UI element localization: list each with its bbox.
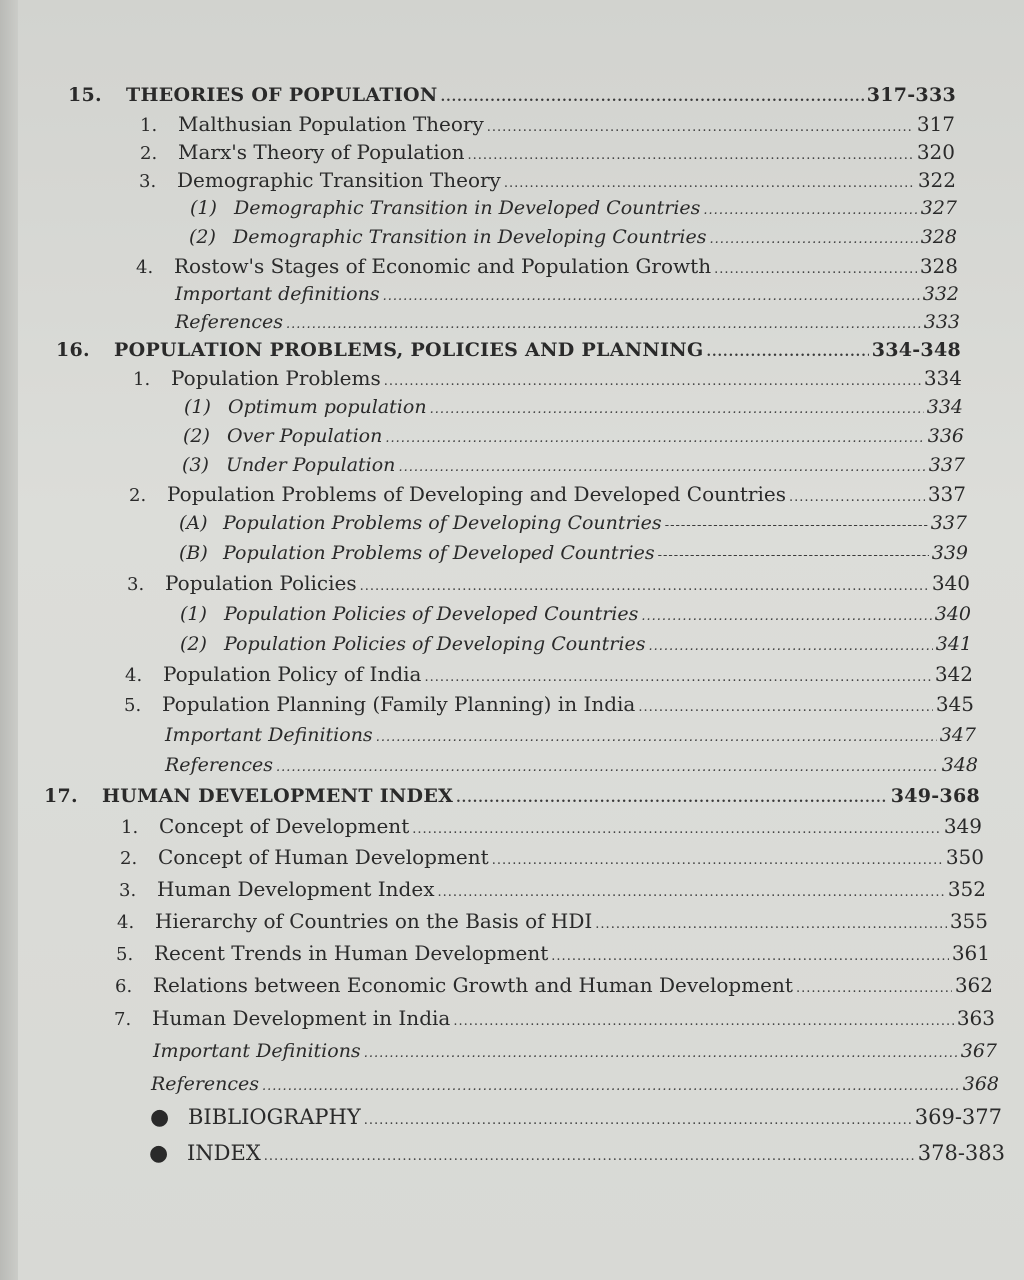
- toc-bibliography: [150, 1102, 1002, 1132]
- toc-entry: [140, 109, 955, 139]
- toc-entry: [124, 689, 974, 719]
- entry-title: References: [165, 754, 274, 776]
- page-number: 340: [931, 571, 970, 595]
- dot-leader: [360, 572, 929, 602]
- page-number: 327: [920, 197, 957, 219]
- dot-leader: [492, 846, 943, 876]
- subentry-title: Population Problems of Developed Countries: [223, 542, 655, 564]
- dot-leader: [262, 1072, 960, 1102]
- entry-number: 4.: [117, 912, 135, 933]
- chapter-title: POPULATION PROBLEMS, POLICIES AND PLANNING: [114, 339, 704, 361]
- toc-entry-definitions: [175, 279, 959, 309]
- toc-subentry: [180, 599, 971, 629]
- toc-entry: [114, 1003, 995, 1033]
- toc-entry: [140, 137, 955, 167]
- dot-leader: [276, 753, 939, 783]
- entry-number: 5.: [124, 695, 142, 716]
- page-number: 328: [919, 254, 958, 278]
- page-number: 337: [927, 482, 966, 506]
- toc-subentry: [184, 392, 963, 422]
- entry-number: 2.: [120, 848, 138, 869]
- bullet-icon: ●: [149, 1141, 169, 1166]
- page-number: 367: [960, 1040, 997, 1062]
- dot-leader: [638, 693, 932, 723]
- page-number: 334: [926, 396, 963, 418]
- dash-leader: [665, 511, 928, 541]
- toc-subentry: [179, 538, 968, 568]
- toc-entry: [117, 906, 988, 936]
- toc-subentry: [190, 193, 957, 223]
- toc-index: [149, 1138, 1005, 1168]
- dot-leader: [264, 1142, 915, 1172]
- toc-entry-definitions: [165, 720, 976, 750]
- entry-title: Population Problems of Developing and Developed Countries: [167, 482, 786, 506]
- toc-subentry: [189, 222, 957, 252]
- entry-title: Demographic Transition Theory: [177, 168, 501, 192]
- entry-title: Relations between Economic Growth and Human Development: [153, 973, 793, 997]
- toc-entry: [133, 363, 962, 393]
- page-number: 336: [927, 425, 964, 447]
- entry-title: BIBLIOGRAPHY: [188, 1105, 361, 1129]
- entry-title: Important definitions: [175, 283, 380, 305]
- toc-entry-references: [151, 1069, 999, 1099]
- entry-title: Concept of Development: [159, 814, 410, 838]
- page-number: 355: [949, 909, 988, 933]
- entry-number: 3.: [119, 880, 137, 901]
- dot-leader: [364, 1039, 958, 1069]
- entry-title: Important Definitions: [165, 724, 373, 746]
- toc-subentry: [180, 629, 972, 659]
- subentry-number: (1): [184, 396, 211, 418]
- page-number: 339: [931, 542, 968, 564]
- dot-leader: [595, 910, 947, 940]
- page-number: 337: [928, 454, 965, 476]
- entry-title: Population Planning (Family Planning) in India: [162, 692, 636, 716]
- entry-number: 3.: [139, 171, 157, 192]
- entry-number: 1.: [133, 369, 151, 390]
- page-number: 332: [922, 283, 959, 305]
- dash-leader: [658, 541, 929, 571]
- entry-title: Marx's Theory of Population: [178, 140, 465, 164]
- entry-title: Population Policies: [165, 571, 357, 595]
- page-number: 350: [945, 845, 984, 869]
- entry-title: Rostow's Stages of Economic and Population Growth: [174, 254, 712, 278]
- entry-title: Recent Trends in Human Development: [154, 941, 549, 965]
- page-number: 348: [941, 754, 978, 776]
- dot-leader: [641, 602, 931, 632]
- entry-title: Population Policy of India: [163, 662, 422, 686]
- toc-entry: [127, 568, 970, 598]
- toc-entry-references: [165, 750, 978, 780]
- entry-number: 2.: [129, 485, 147, 506]
- subentry-number: (1): [190, 197, 217, 219]
- subentry-title: Demographic Transition in Developing Countries: [233, 226, 707, 248]
- page-number: 349: [943, 814, 982, 838]
- dot-leader: [364, 1106, 912, 1136]
- page-number: 333: [923, 311, 960, 333]
- toc-entry: [139, 165, 956, 195]
- entry-number: 7.: [114, 1009, 132, 1030]
- page-number: 317: [916, 112, 955, 136]
- page-number: 340: [934, 603, 971, 625]
- toc-subentry: [182, 450, 965, 480]
- page-number: 361: [951, 941, 990, 965]
- subentry-title: Optimum population: [228, 396, 427, 418]
- toc-entry: [121, 811, 982, 841]
- entry-number: 1.: [140, 115, 158, 136]
- toc-entry: [116, 938, 990, 968]
- page-number: 363: [956, 1006, 995, 1030]
- chapter-title: HUMAN DEVELOPMENT INDEX: [102, 785, 454, 807]
- entry-title: INDEX: [187, 1141, 261, 1165]
- subentry-number: (2): [189, 226, 216, 248]
- page-range: 349-368: [890, 785, 980, 807]
- dot-leader: [412, 815, 941, 845]
- subentry-title: Population Problems of Developing Countries: [223, 512, 662, 534]
- chapter-16-heading: [56, 335, 961, 365]
- entry-title: Hierarchy of Countries on the Basis of HDI: [155, 909, 593, 933]
- entry-number: 2.: [140, 143, 158, 164]
- subentry-title: Population Policies of Developed Countries: [224, 603, 639, 625]
- subentry-number: (2): [180, 633, 207, 655]
- bullet-icon: ●: [150, 1105, 170, 1130]
- page-number: 362: [954, 973, 993, 997]
- dot-leader: [437, 878, 944, 908]
- subentry-number: (B): [179, 542, 208, 564]
- subentry-title: Under Population: [226, 454, 396, 476]
- page-range: 317-333: [866, 84, 956, 106]
- page-number: 334: [923, 366, 962, 390]
- entry-number: 5.: [116, 944, 134, 965]
- subentry-number: (2): [183, 425, 210, 447]
- chapter-17-heading: [44, 781, 980, 811]
- chapter-number: 15.: [68, 84, 102, 106]
- page-number: 352: [947, 877, 986, 901]
- entry-title: References: [175, 311, 284, 333]
- toc-subentry: [183, 421, 964, 451]
- entry-title: Important Definitions: [153, 1040, 361, 1062]
- entry-title: Human Development Index: [157, 877, 435, 901]
- entry-title: Population Problems: [171, 366, 381, 390]
- subentry-title: Demographic Transition in Developed Countries: [234, 197, 701, 219]
- subentry-number: (A): [179, 512, 208, 534]
- page-number: 341: [935, 633, 972, 655]
- page-number: 322: [917, 168, 956, 192]
- page-number: 320: [916, 140, 955, 164]
- toc-entry: [115, 970, 993, 1000]
- toc-subentry: [179, 508, 967, 538]
- toc-entry: [136, 251, 958, 281]
- subentry-number: (3): [182, 454, 209, 476]
- entry-title: Malthusian Population Theory: [178, 112, 484, 136]
- chapter-15-heading: [68, 80, 956, 110]
- chapter-number: 16.: [56, 339, 90, 361]
- page-range: 378-383: [917, 1141, 1005, 1165]
- chapter-title: THEORIES OF POPULATION: [126, 84, 438, 106]
- entry-number: 1.: [121, 817, 139, 838]
- dot-leader: [456, 784, 888, 814]
- toc-entry: [120, 842, 984, 872]
- page-number: 342: [934, 662, 973, 686]
- dot-leader: [796, 974, 952, 1004]
- toc-entry: [119, 874, 986, 904]
- subentry-number: (1): [180, 603, 207, 625]
- page-range: 369-377: [914, 1105, 1002, 1129]
- page-number: 328: [920, 226, 957, 248]
- page-number: 368: [962, 1073, 999, 1095]
- dot-leader: [376, 723, 937, 753]
- dot-leader: [453, 1007, 954, 1037]
- entry-number: 4.: [125, 665, 143, 686]
- page-range: 334-348: [871, 339, 961, 361]
- dot-leader: [648, 632, 932, 662]
- subentry-title: Population Policies of Developing Countries: [224, 633, 646, 655]
- toc-entry: [129, 479, 966, 509]
- subentry-title: Over Population: [227, 425, 383, 447]
- page-number: 347: [939, 724, 976, 746]
- toc-entry: [125, 659, 973, 689]
- dot-leader: [551, 942, 949, 972]
- entry-title: Concept of Human Development: [158, 845, 489, 869]
- page-number: 345: [935, 692, 974, 716]
- page-number: 337: [930, 512, 967, 534]
- entry-number: 6.: [115, 976, 133, 997]
- chapter-number: 17.: [44, 785, 78, 807]
- entry-title: Human Development in India: [152, 1006, 451, 1030]
- entry-number: 3.: [127, 574, 145, 595]
- entry-title: References: [151, 1073, 260, 1095]
- toc-entry-references: [175, 307, 960, 337]
- entry-number: 4.: [136, 257, 154, 278]
- toc-entry-definitions: [153, 1036, 997, 1066]
